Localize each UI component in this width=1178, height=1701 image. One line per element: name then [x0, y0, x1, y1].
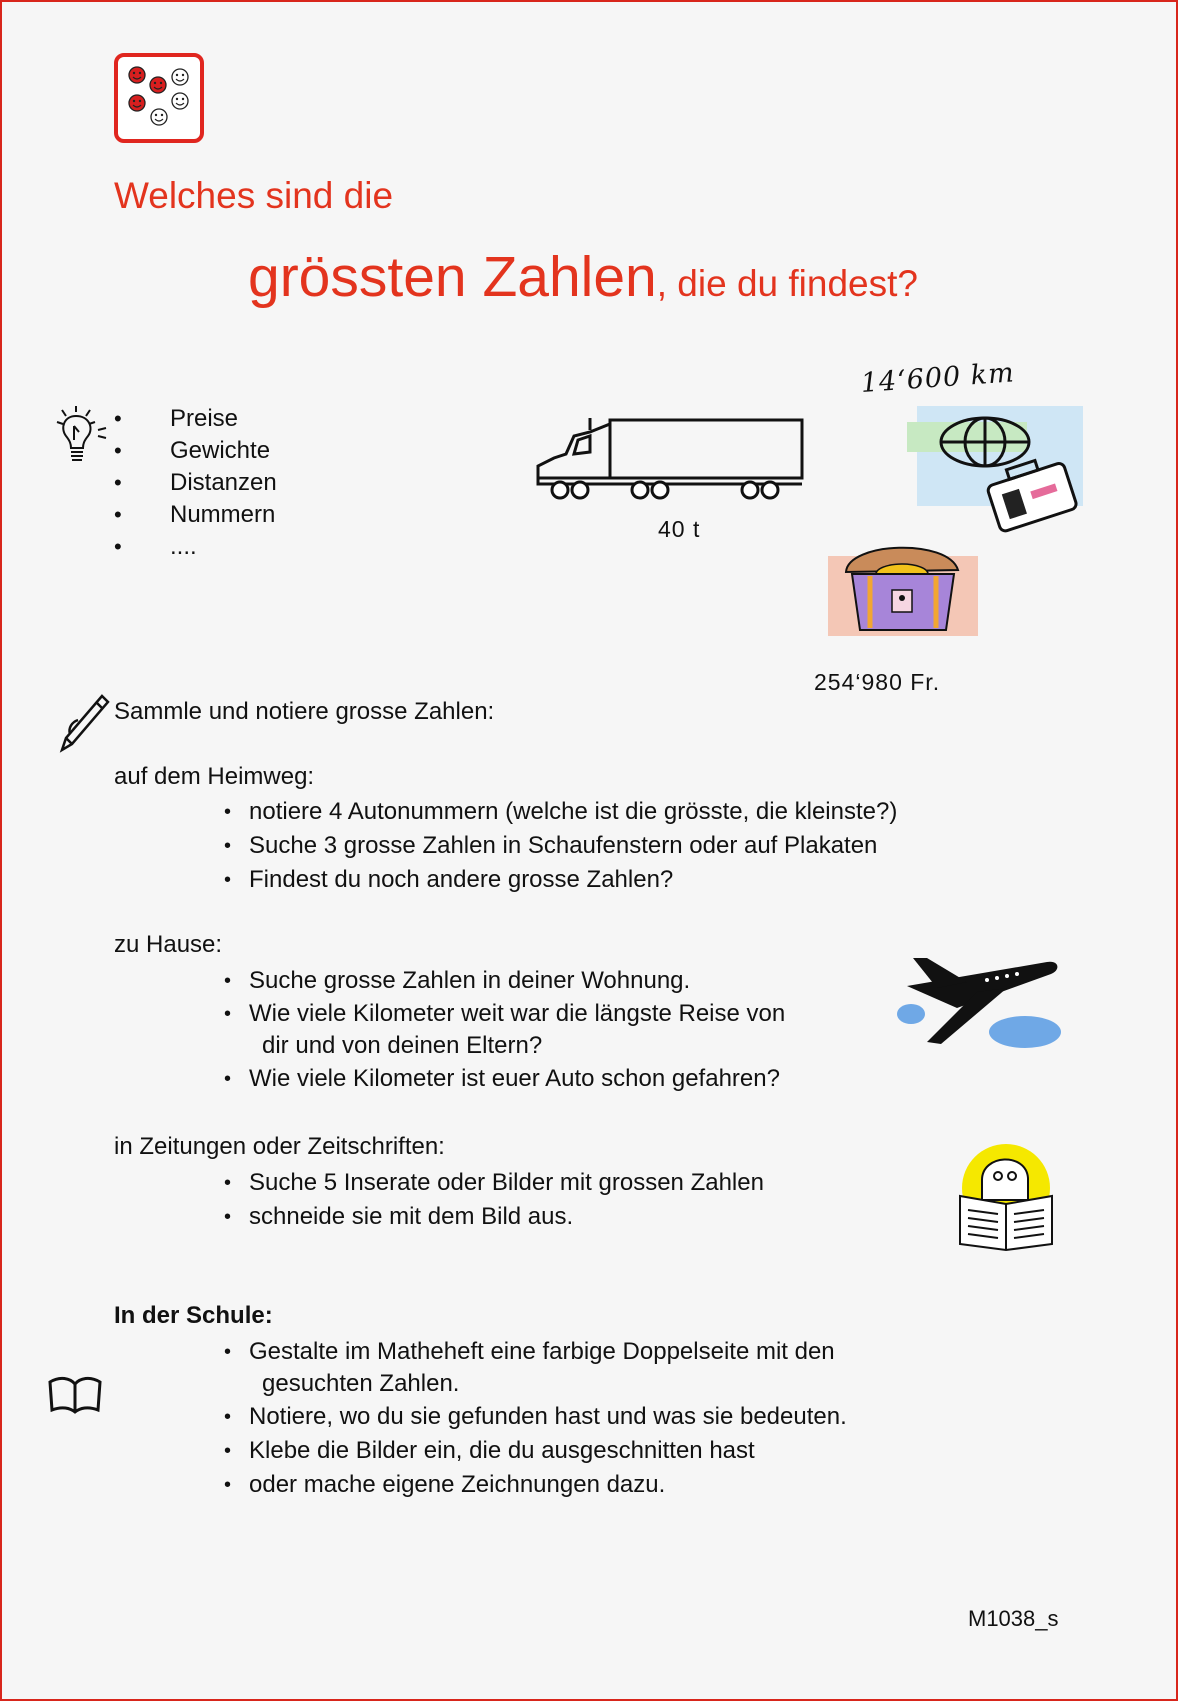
book-icon: [46, 1372, 104, 1416]
section-heading-newspapers: in Zeitungen oder Zeitschriften:: [114, 1133, 445, 1160]
list-item: • schneide sie mit dem Bild aus.: [224, 1200, 764, 1234]
document-code: M1038_s: [968, 1606, 1059, 1631]
ideas-list: [114, 403, 277, 563]
newspapers-list: [224, 1166, 764, 1234]
list-item: • Suche grosse Zahlen in deiner Wohnung.: [224, 964, 785, 998]
idea-item: • Nummern: [114, 499, 277, 531]
smiley-group-logo: [114, 53, 204, 143]
list-item: • Wie viele Kilometer ist euer Auto schon gefahren?: [224, 1062, 785, 1096]
way-home-list: [224, 795, 897, 897]
truck-illustration: [530, 410, 810, 506]
list-item: • Gestalte im Matheheft eine farbige Doppelseite mit den: [224, 1336, 847, 1368]
list-item: • Notiere, wo du sie gefunden hast und was sie bedeuten.: [224, 1400, 847, 1434]
section-heading-school: In der Schule:: [114, 1302, 273, 1329]
title-rest: , die du findest?: [656, 263, 918, 304]
list-item-continuation: gesuchten Zahlen.: [262, 1370, 460, 1397]
list-item: • Suche 3 grosse Zahlen in Schaufenstern oder auf Plakaten: [224, 829, 897, 863]
money-label: 254‘980 Fr.: [814, 669, 941, 695]
school-list: [224, 1336, 847, 1502]
task-instruction: Sammle und notiere grosse Zahlen:: [114, 698, 495, 725]
idea-item: • Preise: [114, 403, 277, 435]
smiley-faces-icon: [118, 57, 200, 139]
list-item: • Suche 5 Inserate oder Bilder mit grossen Zahlen: [224, 1166, 764, 1200]
airplane-illustration: [897, 952, 1067, 1052]
distance-label: 14‘600 km: [859, 357, 1016, 399]
list-item: • Findest du noch andere grosse Zahlen?: [224, 863, 897, 897]
lightbulb-icon: [54, 404, 110, 474]
home-list: [224, 964, 785, 1096]
treasure-chest-illustration: [828, 534, 978, 642]
list-item: • notiere 4 Autonummern (welche ist die grösste, die kleinste?): [224, 795, 897, 829]
idea-item: • Gewichte: [114, 435, 277, 467]
list-item: • oder mache eigene Zeichnungen dazu.: [224, 1468, 847, 1502]
title-emphasis: grössten Zahlen: [248, 245, 657, 309]
list-item-continuation: dir und von deinen Eltern?: [262, 1032, 543, 1059]
section-heading-home: zu Hause:: [114, 931, 223, 958]
pencil-icon: [58, 692, 110, 754]
newspaper-reader-illustration: [948, 1140, 1064, 1252]
idea-item: • ....: [114, 531, 277, 563]
idea-item: • Distanzen: [114, 467, 277, 499]
list-item: • Wie viele Kilometer weit war die längste Reise von: [224, 998, 785, 1030]
truck-weight-label: 40 t: [658, 516, 701, 542]
globe-suitcase-illustration: [907, 402, 1085, 537]
title-line-2: [248, 244, 918, 310]
title-line-1: Welches sind die: [114, 175, 394, 216]
section-heading-way-home: auf dem Heimweg:: [114, 763, 315, 790]
list-item: • Klebe die Bilder ein, die du ausgeschnitten hast: [224, 1434, 847, 1468]
